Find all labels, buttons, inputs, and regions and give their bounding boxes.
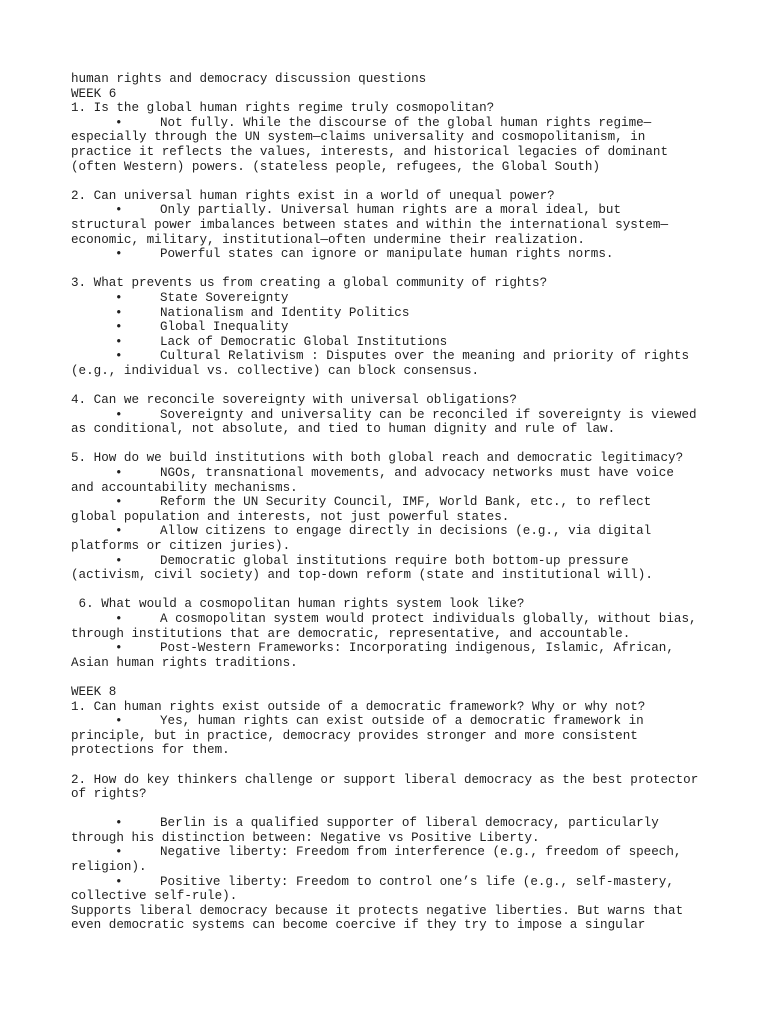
- list-item: [71, 291, 711, 306]
- bullet-text: Berlin is a qualified supporter of liberal democracy, particularly: [160, 816, 659, 831]
- bullet-continuation: practice it reflects the values, interests, and historical legacies of dominant: [71, 144, 669, 159]
- question-1: 1. Can human rights exist outside of a democratic framework? Why or why not?: [71, 699, 646, 714]
- question-2-continuation: of rights?: [71, 787, 147, 802]
- list-item: [71, 116, 711, 131]
- paragraph-line: even democratic systems can become coercive if they try to impose a singular: [71, 918, 646, 933]
- bullet-text: NGOs, transnational movements, and advocacy networks must have voice: [160, 466, 674, 481]
- question-2: 2. How do key thinkers challenge or support liberal democracy as the best protector: [71, 772, 699, 787]
- bullet-continuation: global population and interests, not just powerful states.: [71, 509, 510, 524]
- question-5: 5. How do we build institutions with both global reach and democratic legitimacy?: [71, 451, 684, 466]
- bullet-icon: •: [115, 874, 123, 889]
- bullet-icon: •: [115, 407, 123, 422]
- bullet-continuation: and accountability mechanisms.: [71, 480, 298, 495]
- bullet-continuation: through institutions that are democratic, representative, and accountable.: [71, 626, 631, 641]
- bullet-text: Post-Western Frameworks: Incorporating indigenous, Islamic, African,: [160, 641, 674, 656]
- bullet-icon: •: [115, 524, 123, 539]
- bullet-text: Reform the UN Security Council, IMF, World Bank, etc., to reflect: [160, 495, 652, 510]
- bullet-text: Yes, human rights can exist outside of a democratic framework in: [160, 714, 644, 729]
- bullet-icon: •: [115, 611, 123, 626]
- list-item: [71, 875, 711, 890]
- bullet-continuation: through his distinction between: Negative vs Positive Liberty.: [71, 830, 540, 845]
- bullet-continuation: economic, military, institutional—often undermine their realization.: [71, 232, 585, 247]
- bullet-text: A cosmopolitan system would protect individuals globally, without bias,: [160, 611, 697, 626]
- question-1: 1. Is the global human rights regime truly cosmopolitan?: [71, 101, 495, 116]
- list-item: [71, 306, 711, 321]
- bullet-continuation: (e.g., individual vs. collective) can block consensus.: [71, 363, 480, 378]
- bullet-icon: •: [115, 290, 123, 305]
- week-6-heading: WEEK 6: [71, 86, 117, 101]
- bullet-continuation: as conditional, not absolute, and tied to human dignity and rule of law.: [71, 422, 616, 437]
- bullet-continuation: Asian human rights traditions.: [71, 655, 298, 670]
- question-2: 2. Can universal human rights exist in a world of unequal power?: [71, 188, 555, 203]
- bullet-text: Democratic global institutions require both bottom-up pressure: [160, 553, 629, 568]
- paragraph-line: Supports liberal democracy because it protects negative liberties. But warns that: [71, 903, 684, 918]
- bullet-icon: •: [115, 553, 123, 568]
- bullet-continuation: principle, but in practice, democracy provides stronger and more consistent: [71, 728, 638, 743]
- bullet-icon: •: [115, 203, 123, 218]
- bullet-icon: •: [115, 247, 123, 262]
- list-item: [71, 466, 711, 481]
- bullet-continuation: protections for them.: [71, 743, 230, 758]
- bullet-icon: •: [115, 845, 123, 860]
- bullet-text: Global Inequality: [160, 320, 289, 335]
- bullet-icon: •: [115, 334, 123, 349]
- week-8-heading: WEEK 8: [71, 684, 117, 699]
- bullet-text: Negative liberty: Freedom from interference (e.g., freedom of speech,: [160, 845, 682, 860]
- bullet-continuation: religion).: [71, 860, 147, 875]
- list-item: [71, 320, 711, 335]
- list-item: [71, 349, 711, 364]
- bullet-continuation: (activism, civil society) and top-down reform (state and institutional will).: [71, 568, 653, 583]
- bullet-continuation: collective self-rule).: [71, 889, 238, 904]
- bullet-continuation: (often Western) powers. (stateless people, refugees, the Global South): [71, 159, 601, 174]
- bullet-continuation: structural power imbalances between states and within the international system—: [71, 217, 669, 232]
- bullet-icon: •: [115, 816, 123, 831]
- bullet-text: Not fully. While the discourse of the global human rights regime—: [160, 115, 652, 130]
- list-item: [71, 495, 711, 510]
- list-item: [71, 845, 711, 860]
- bullet-text: Only partially. Universal human rights are a moral ideal, but: [160, 203, 622, 218]
- question-3: 3. What prevents us from creating a global community of rights?: [71, 276, 548, 291]
- list-item: [71, 524, 711, 539]
- bullet-icon: •: [115, 641, 123, 656]
- question-6: 6. What would a cosmopolitan human rights system look like?: [71, 597, 525, 612]
- list-item: [71, 714, 711, 729]
- list-item: [71, 408, 711, 423]
- bullet-text: Powerful states can ignore or manipulate human rights norms.: [160, 247, 614, 262]
- bullet-text: Nationalism and Identity Politics: [160, 305, 410, 320]
- list-item: [71, 612, 711, 627]
- bullet-icon: •: [115, 466, 123, 481]
- bullet-continuation: especially through the UN system—claims universality and cosmopolitanism, in: [71, 130, 646, 145]
- bullet-text: Lack of Democratic Global Institutions: [160, 334, 448, 349]
- list-item: [71, 816, 711, 831]
- bullet-text: Sovereignty and universality can be reconciled if sovereignty is viewed: [160, 407, 697, 422]
- bullet-icon: •: [115, 115, 123, 130]
- bullet-continuation: platforms or citizen juries).: [71, 539, 291, 553]
- bullet-text: Positive liberty: Freedom to control one’s life (e.g., self-mastery,: [160, 874, 674, 889]
- bullet-text: Allow citizens to engage directly in decisions (e.g., via digital: [160, 524, 652, 539]
- list-item: [71, 203, 711, 218]
- bullet-icon: •: [115, 320, 123, 335]
- bullet-text: Cultural Relativism : Disputes over the meaning and priority of rights: [160, 349, 690, 364]
- bullet-icon: •: [115, 305, 123, 320]
- document-page: [71, 72, 711, 933]
- bullet-icon: •: [115, 349, 123, 364]
- list-item: [71, 247, 711, 262]
- bullet-icon: •: [115, 714, 123, 729]
- bullet-icon: •: [115, 495, 123, 510]
- list-item: [71, 641, 711, 656]
- document-title: human rights and democracy discussion questions: [71, 72, 427, 86]
- question-4: 4. Can we reconcile sovereignty with universal obligations?: [71, 393, 517, 408]
- list-item: [71, 335, 711, 350]
- bullet-text: State Sovereignty: [160, 290, 289, 305]
- list-item: [71, 554, 711, 569]
